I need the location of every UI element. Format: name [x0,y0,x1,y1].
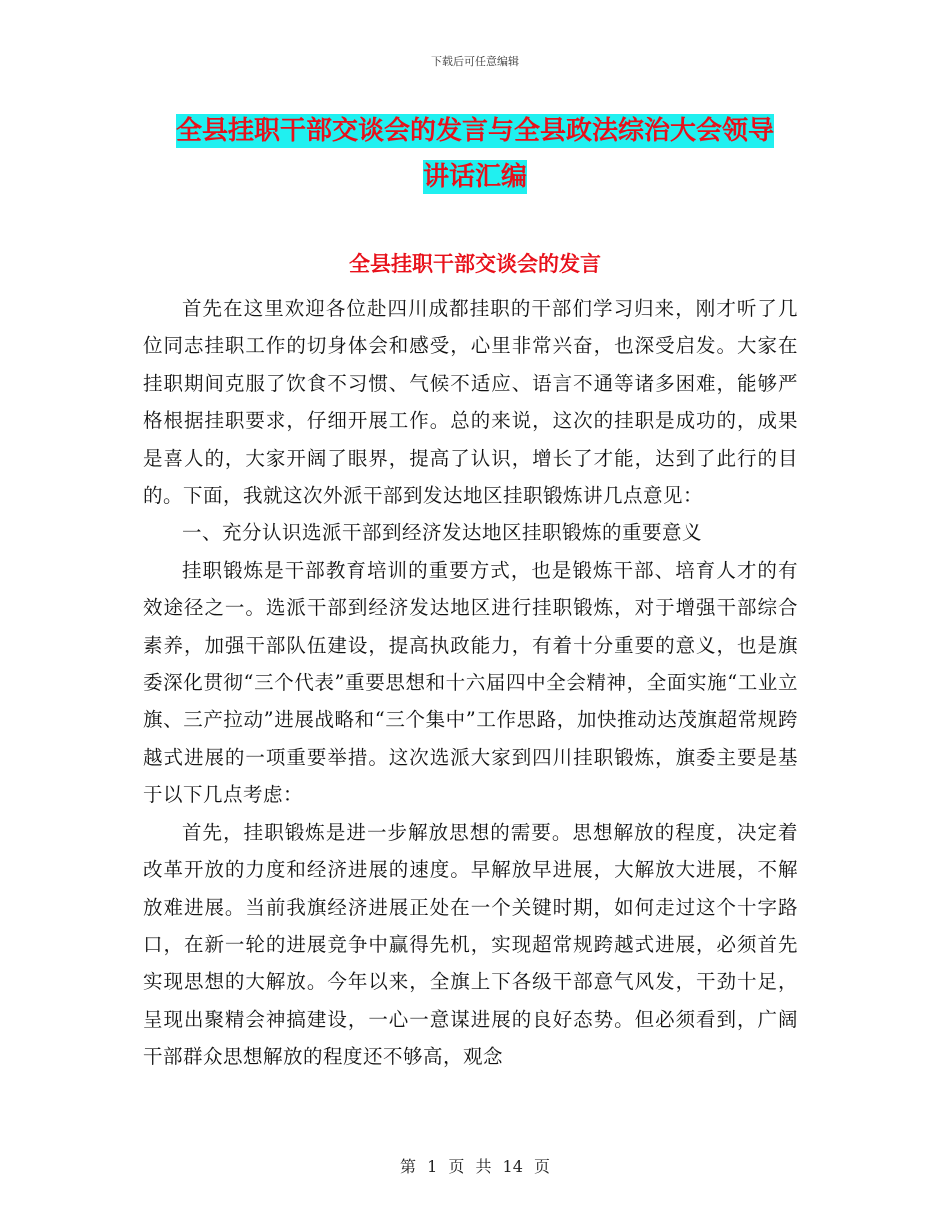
page-footer: 第 1 页 共 14 页 [400,1157,550,1176]
section-title: 全县挂职干部交谈会的发言 [349,252,601,276]
paragraph: 首先在这里欢迎各位赴四川成都挂职的干部们学习归来，刚才听了几位同志挂职工作的切身体会和感受，心里非常兴奋，也深受启发。大家在挂职期间克服了饮食不习惯、气候不适应、语言不通等诸多困难，能够严格根据挂职要求，仔细开展工作。总的来说，这次的挂职是成功的，成果是喜人的，大家开阔了眼界，提高了认识，增长了才能，达到了此行的目的。下面，我就这次外派干部到发达地区挂职锻炼讲几点意见： [143,297,798,508]
paragraph: 挂职锻炼是干部教育培训的重要方式，也是锻炼干部、培育人才的有效途径之一。选派干部到经济发达地区进行挂职锻炼，对于增强干部综合素养，加强干部队伍建设，提高执政能力，有着十分重要的意义，也是旗委深化贯彻“三个代表”重要思想和十六届四中全会精神，全面实施“工业立旗、三产拉动”进展战略和“三个集中”工作思路，加快推动达茂旗超常规跨越式进展的一项重要举措。这次选派大家到四川挂职锻炼，旗委主要是基于以下几点考虑： [143,558,798,807]
page-header-note: 下载后可任意编辑 [431,55,519,68]
paragraph-heading: 一、充分认识选派干部到经济发达地区挂职锻炼的重要意义 [182,521,703,545]
document-title-line-1: 全县挂职干部交谈会的发言与全县政法综治大会领导 [175,116,774,146]
document-title [145,108,805,200]
paragraph: 首先，挂职锻炼是进一步解放思想的需要。思想解放的程度，决定着改革开放的力度和经济进展的速度。早解放早进展，大解放大进展，不解放难进展。当前我旗经济进展正处在一个关键时期，如何走过这个十字路口，在新一轮的进展竞争中赢得先机，实现超常规跨越式进展，必须首先实现思想的大解放。今年以来，全旗上下各级干部意气风发，干劲十足，呈现出聚精会神搞建设，一心一意谋进展的良好态势。但必须看到，广阔干部群众思想解放的程度还不够高，观念 [143,820,798,1069]
body-text [143,290,798,1076]
document-title-line-2: 讲话汇编 [422,162,527,192]
